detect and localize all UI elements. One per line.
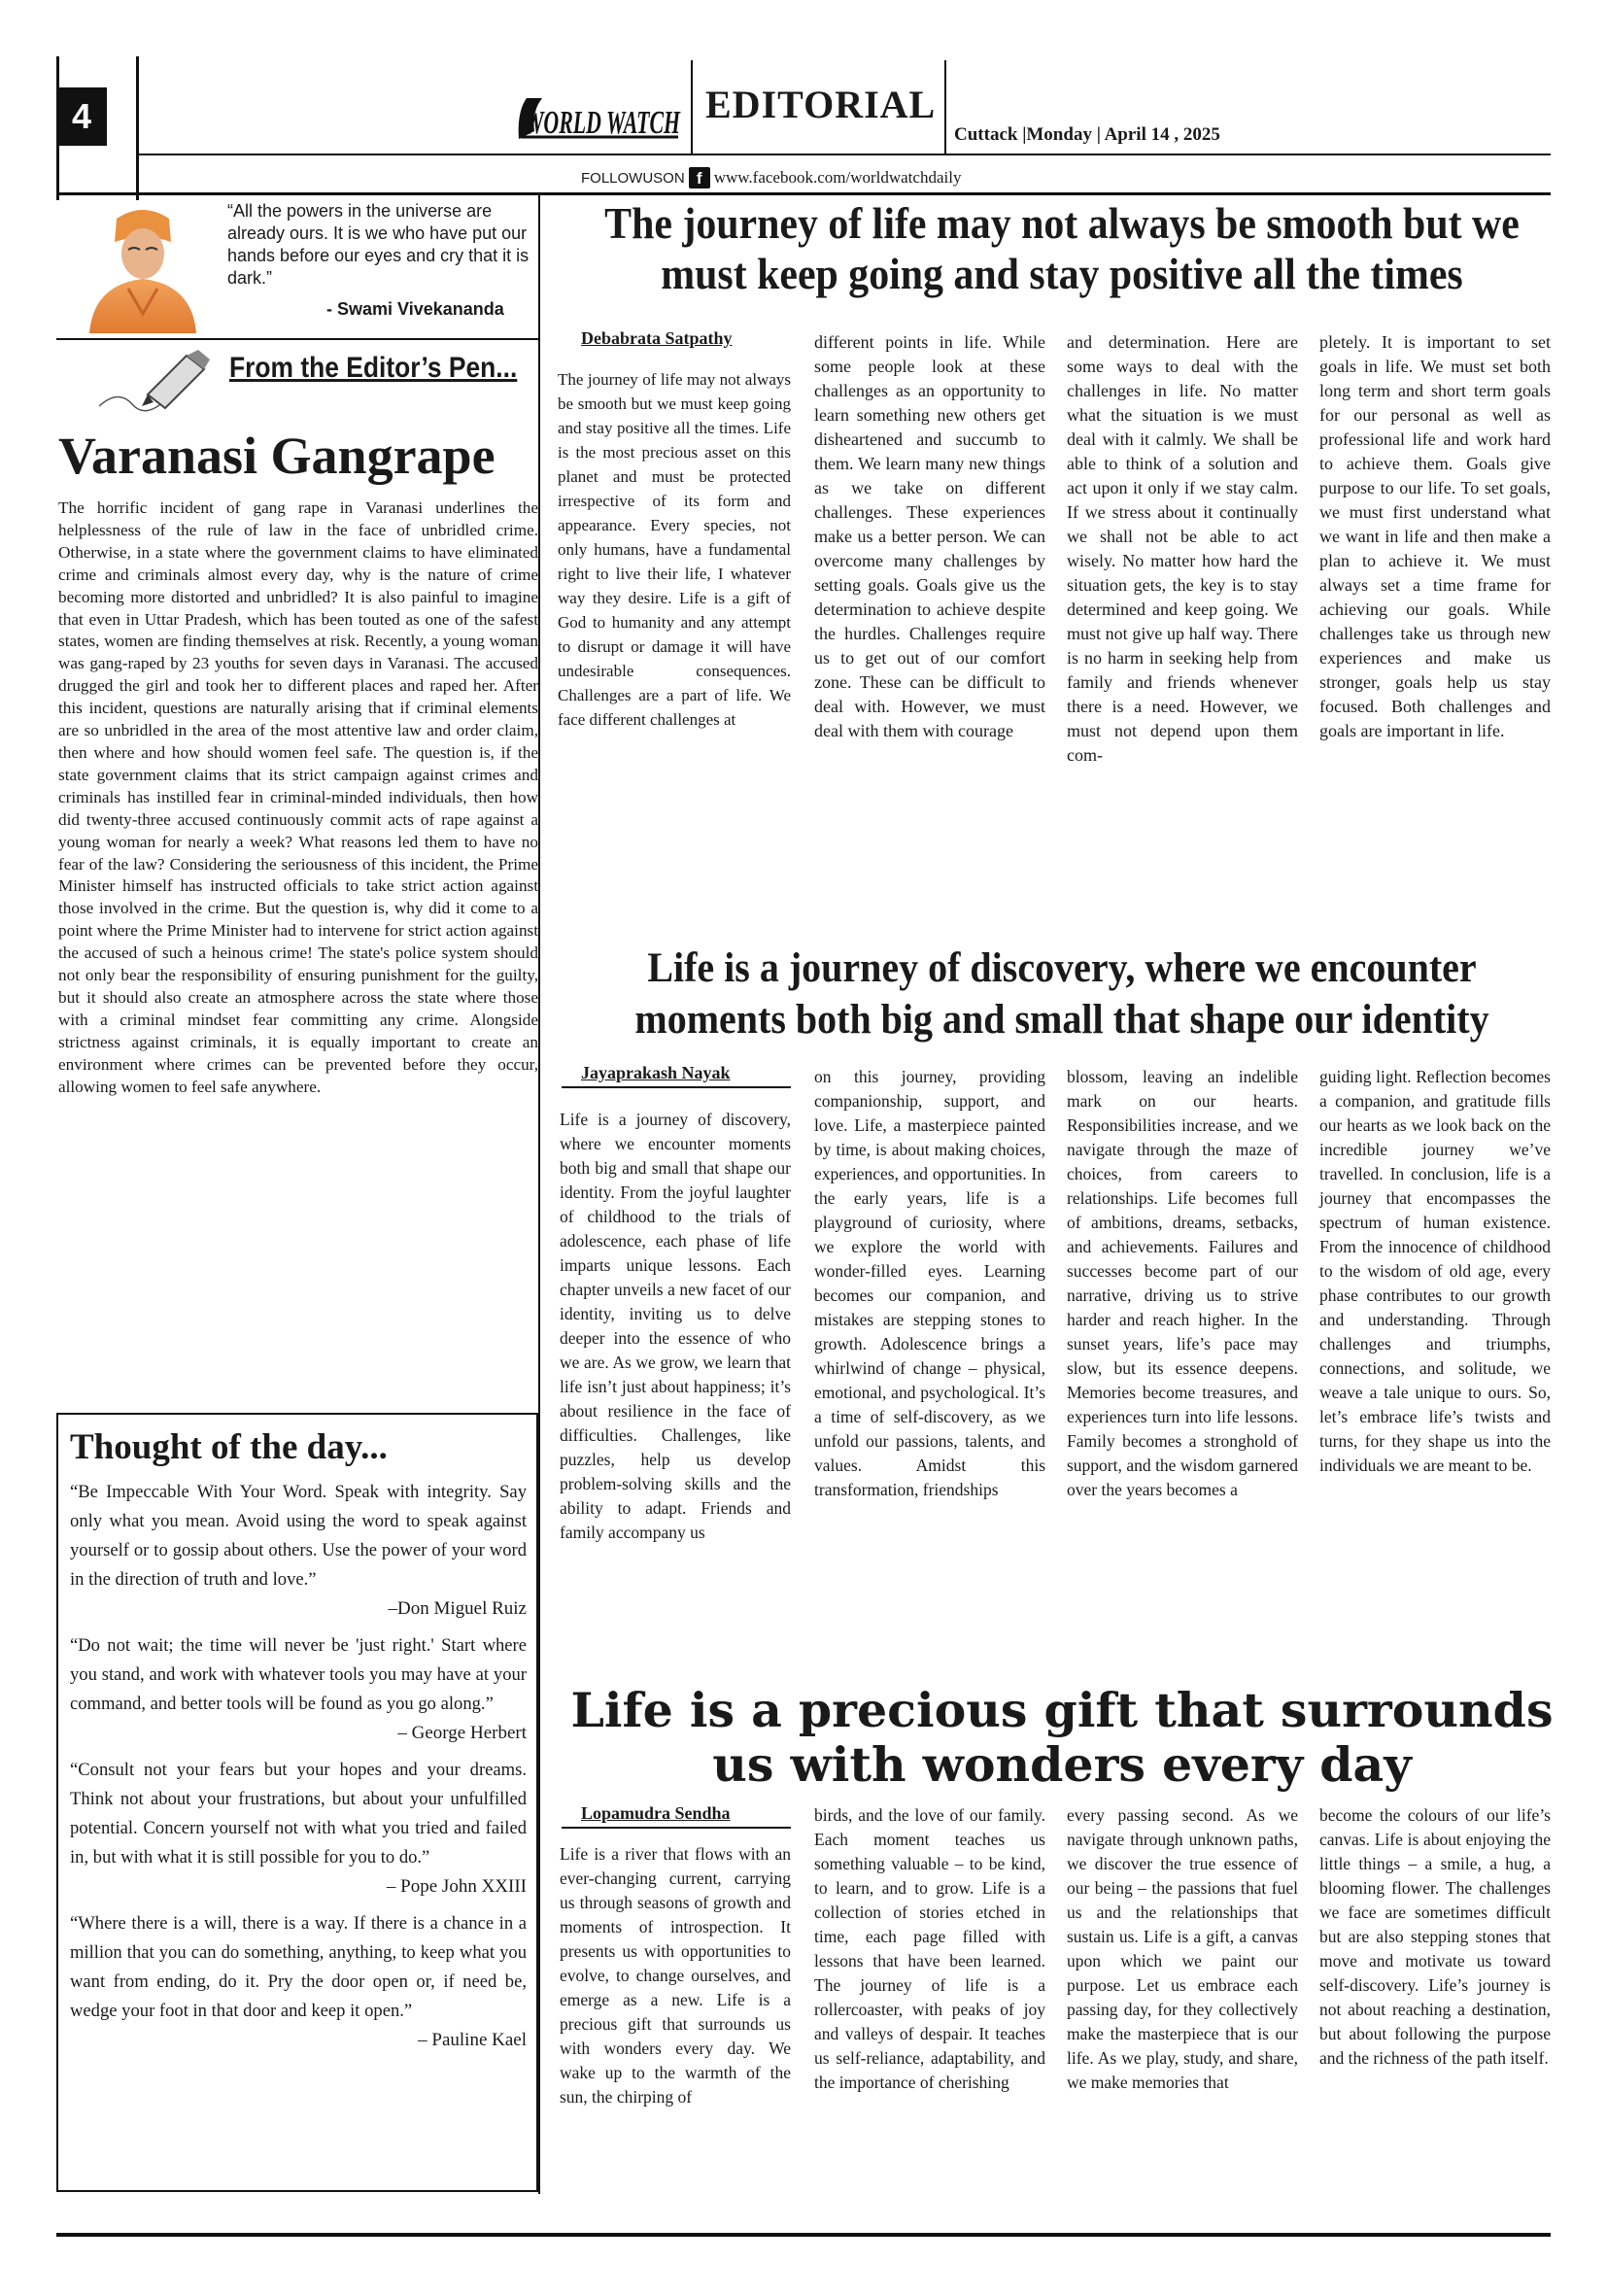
follow-label: FOLLOWUSON [581,169,685,187]
fountain-pen-icon [89,350,216,418]
article-column: birds, and the love of our family. Each moment teaches us something valuable – to be kind, to learn, and to grow. Life is a collection of stories etched in time, each page filled with lessons that have been learned. The journey of life is a rollercoaster, with peaks of joy and valleys of despair. It teaches us self-reliance, adaptability, and the importance of cherishing [814,1805,1045,2092]
thought-quote: “Do not wait; the time will never be 'just right.' Start where you stand, and work with whatever tools you may have at your command, and better tools will be found as you go along.” [70,1635,527,1714]
thought-author: – Pope John XXIII [386,1876,527,1897]
thought-author: – Pauline Kael [418,2030,527,2050]
article-column: on this journey, providing companionship, support, and love. Life, a masterpiece painted by time, is about making choices, experiences, and opportunities. In the early years, life is a playground of curiosity, where we explore the world with wonder-filled eyes. Learning becomes our companion, and mistakes are stepping stones to growth. Adolescence brings a whirlwind of change – physical, emotional, and psychological. It’s a time of self-discovery, as we unfold our passions, talents, and values. Amidst this transformation, friendships [814,1067,1045,1499]
article-column: The journey of life may not always be smooth but we must keep going and stay positive all the times. Life is the most precious asset on this planet and must be protected irrespective of its form and appearance. Every species, not only humans, have a fundamental right to live their life, I whatever way they desire. Life is a gift of God to humanity and any attempt to disrupt or damage it will have undesirable consequences. Challenges are a part of life. We face different challenges at [558,370,791,729]
svg-text:WORLD WATCH: WORLD WATCH [525,105,681,141]
thought-of-the-day [56,1413,538,2192]
article-headline: The journey of life may not always be smooth but we must keep going and stay positive all the times [604,199,1520,298]
article-column: become the colours of our life’s canvas. Life is about enjoying the little things – a smile, a hug, a blooming flower. The challenges we face are sometimes difficult but are also stepping stones that move and motivate us toward self-discovery. Life’s journey is not about reaching a destination, but about following the purpose and the richness of the path itself. [1319,1805,1551,2068]
facebook-link[interactable]: www.facebook.com/worldwatchdaily [713,168,962,187]
quote-author: - Swami Vivekananda [326,299,504,319]
article-byline: Lopamudra Sendha [581,1803,731,1823]
thought-quote: “Consult not your fears but your hopes and your dreams. Think not about your frustrations, but about your unfulfilled potential. Concern yourself not with what you tried and failed in, but with what it is still possible for you to do.” [70,1760,527,1868]
article-column: Life is a journey of discovery, where we encounter moments both big and small that shape our identity. From the joyful laughter of childhood to the trials of adolescence, each phase of life imparts unique lessons. Each chapter unveils a new facet of our identity, inviting us to delve deeper into the essence of who we are. As we grow, we learn that life isn’t just about happiness; it’s about resilience in the face of difficulties. Challenges, like puzzles, help us develop problem-solving skills and the ability to adapt. Friends and family accompany us [560,1110,791,1542]
quote-text: “All the powers in the universe are already ours. It is we who have put our hands before our eyes and cry that it is dark.” [227,201,530,288]
article-column: pletely. It is important to set goals in life. We must set both long term and short term goals for our personal as well as professional life and work hard to achieve them. Goals give purpose to our life. To set goals, we must first understand what we want in life and then make a plan to achieve it. We must always set a time frame for achieving our goals. While challenges take us through new experiences and make us stronger, goals help us stay focused. Both challenges and goals are important in life. [1319,332,1551,740]
editors-pen-title: From the Editor’s Pen... [229,352,518,384]
editorial-headline: Varanasi Gangrape [58,427,496,485]
article-column: blossom, leaving an indelible mark on our hearts. Responsibilities increase, and we navigate through the maze of choices, from careers to relationships. Life becomes full of ambitions, dreams, setbacks, and achievements. Failures and successes become part of our narrative, driving us to strive harder and reach higher. In the sunset years, life’s pace may slow, but its essence deepens. Memories become treasures, and experiences turn into life lessons. Family becomes a stronghold of support, and the wisdom garnered over the years becomes a [1067,1067,1298,1499]
world-watch-logo [513,83,688,153]
article-headline: Life is a precious gift that surrounds us with wonders every day [570,1682,1554,1793]
article-column: and determination. Here are some ways to deal with the challenges in life. No matter what the situation is we must deal with it calmly. We shall be able to think of a solution and act upon it only if we stay calm. If we stress about it continually we shall not be able to act wisely. No matter how hard the situation gets, the key is to stay determined and keep going. We must not give up half way. There is no harm in seeking help from family and friends whenever there is a need. However, we must not depend upon them com- [1067,332,1298,765]
thought-quote: “Where there is a will, there is a way. If there is a chance in a million that you can do something, anything, to keep what you want from ending, do it. Pry the door open or, if need be, wedge your foot in that door and keep it open.” [70,1913,527,2021]
swami-vivekananda-portrait [70,199,216,333]
thought-quote: “Be Impeccable With Your Word. Speak with integrity. Say only what you mean. Avoid using the word to speak against yourself or to gossip about others. Use the power of your word in the direction of truth and love.” [70,1482,527,1590]
thought-author: –Don Miguel Ruiz [388,1598,527,1619]
article-column: every passing second. As we navigate through unknown paths, we discover the true essence of our being – the passions that fuel us and the relationships that sustain us. Life is a gift, a canvas upon which we paint our purpose. Let us embrace each passing day, for they collectively make the masterpiece that is our life. As we play, study, and share, we make memories that [1067,1805,1298,2092]
article-byline: Jayaprakash Nayak [581,1063,731,1082]
article-column: Life is a river that flows with an ever-changing current, carrying us through seasons of growth and moments of introspection. It presents us with opportunities to evolve, to change ourselves, and emerge as a new. Life is a precious gift that surrounds us with wonders every day. We wake up to the warmth of the sun, the chirping of [560,1844,791,2107]
article-column: guiding light. Reflection becomes a companion, and gratitude fills our hearts as we look back on the incredible journey we’ve travelled. In conclusion, life is a journey that encompasses the spectrum of human existence. From the innocence of childhood to the wisdom of old age, every phase contributes to our growth and understanding. Through challenges and triumphs, connections, and solitude, we weave a tale unique to ours. So, let’s embrace life’s twists and turns, for they shape us into the individuals we are meant to be. [1319,1067,1551,1475]
page-number: 4 [56,87,107,146]
facebook-icon[interactable]: f [689,167,710,188]
dateline: Cuttack |Monday | April 14 , 2025 [954,124,1220,145]
article-byline: Debabrata Satpathy [581,328,733,348]
editorial-body: The horrific incident of gang rape in Varanasi underlines the helplessness of the rule of law in the face of unbridled crime. Otherwise, in a state where the government claims to have eliminated crime and criminals almost every day, why is the nature of crime becoming more distorted and unbridled? It is also painful to imagine that even in Uttar Pradesh, which has been touted as one of the safest states, women are finding themselves at risk. Recently, a young woman was gang-raped by 23 youths for seven days in Varanasi. The accused drugged the girl and took her to different places and raped her. After this incident, questions are naturally arising that if criminal elements are so unbridled in the area of the most attentive law and order claim, then where and how should women feel safe. The question is, if the state government claims that its strict campaign against crimes and criminals has instilled fear in criminal-minded individuals, then how did twenty-three accused continuously commit acts of rape against a young woman for nearly a week? What reasons led them to have no fear of the law? Considering the seriousness of this incident, the Prime Minister himself has instructed officials to take strict action against those involved in the crime. But the question is, why did it come to a point where the Prime Minister had to intervene for strict action against the accused of such a heinous crime! The state's police system should not only bear the responsibility of ensuring punishment for the guilty, but it should also create an atmosphere across the state where those with a criminal mindset fear committing any crime. Alongside strictness against criminals, it is equally important to create an environment where crimes can be prevented before they occur, allowing women to feel safe anywhere. [58,498,538,1096]
thought-title: Thought of the day... [70,1427,388,1467]
article-column: different points in life. While some people look at these challenges as an opportunity to learn something new others get disheartened and succumb to them. We learn many new things as we take on different challenges. These experiences make us a better person. We can overcome many challenges by setting goals. Goals give us the determination to achieve despite the hurdles. Challenges require us to get out of our comfort zone. These can be difficult to deal with. However, we must deal with them with courage [814,332,1045,740]
thought-author: – George Herbert [397,1723,527,1743]
section-title: EDITORIAL [705,83,937,126]
article-headline: Life is a journey of discovery, where we encounter moments both big and small that shape our identity [634,945,1489,1043]
follow-row [581,167,961,188]
